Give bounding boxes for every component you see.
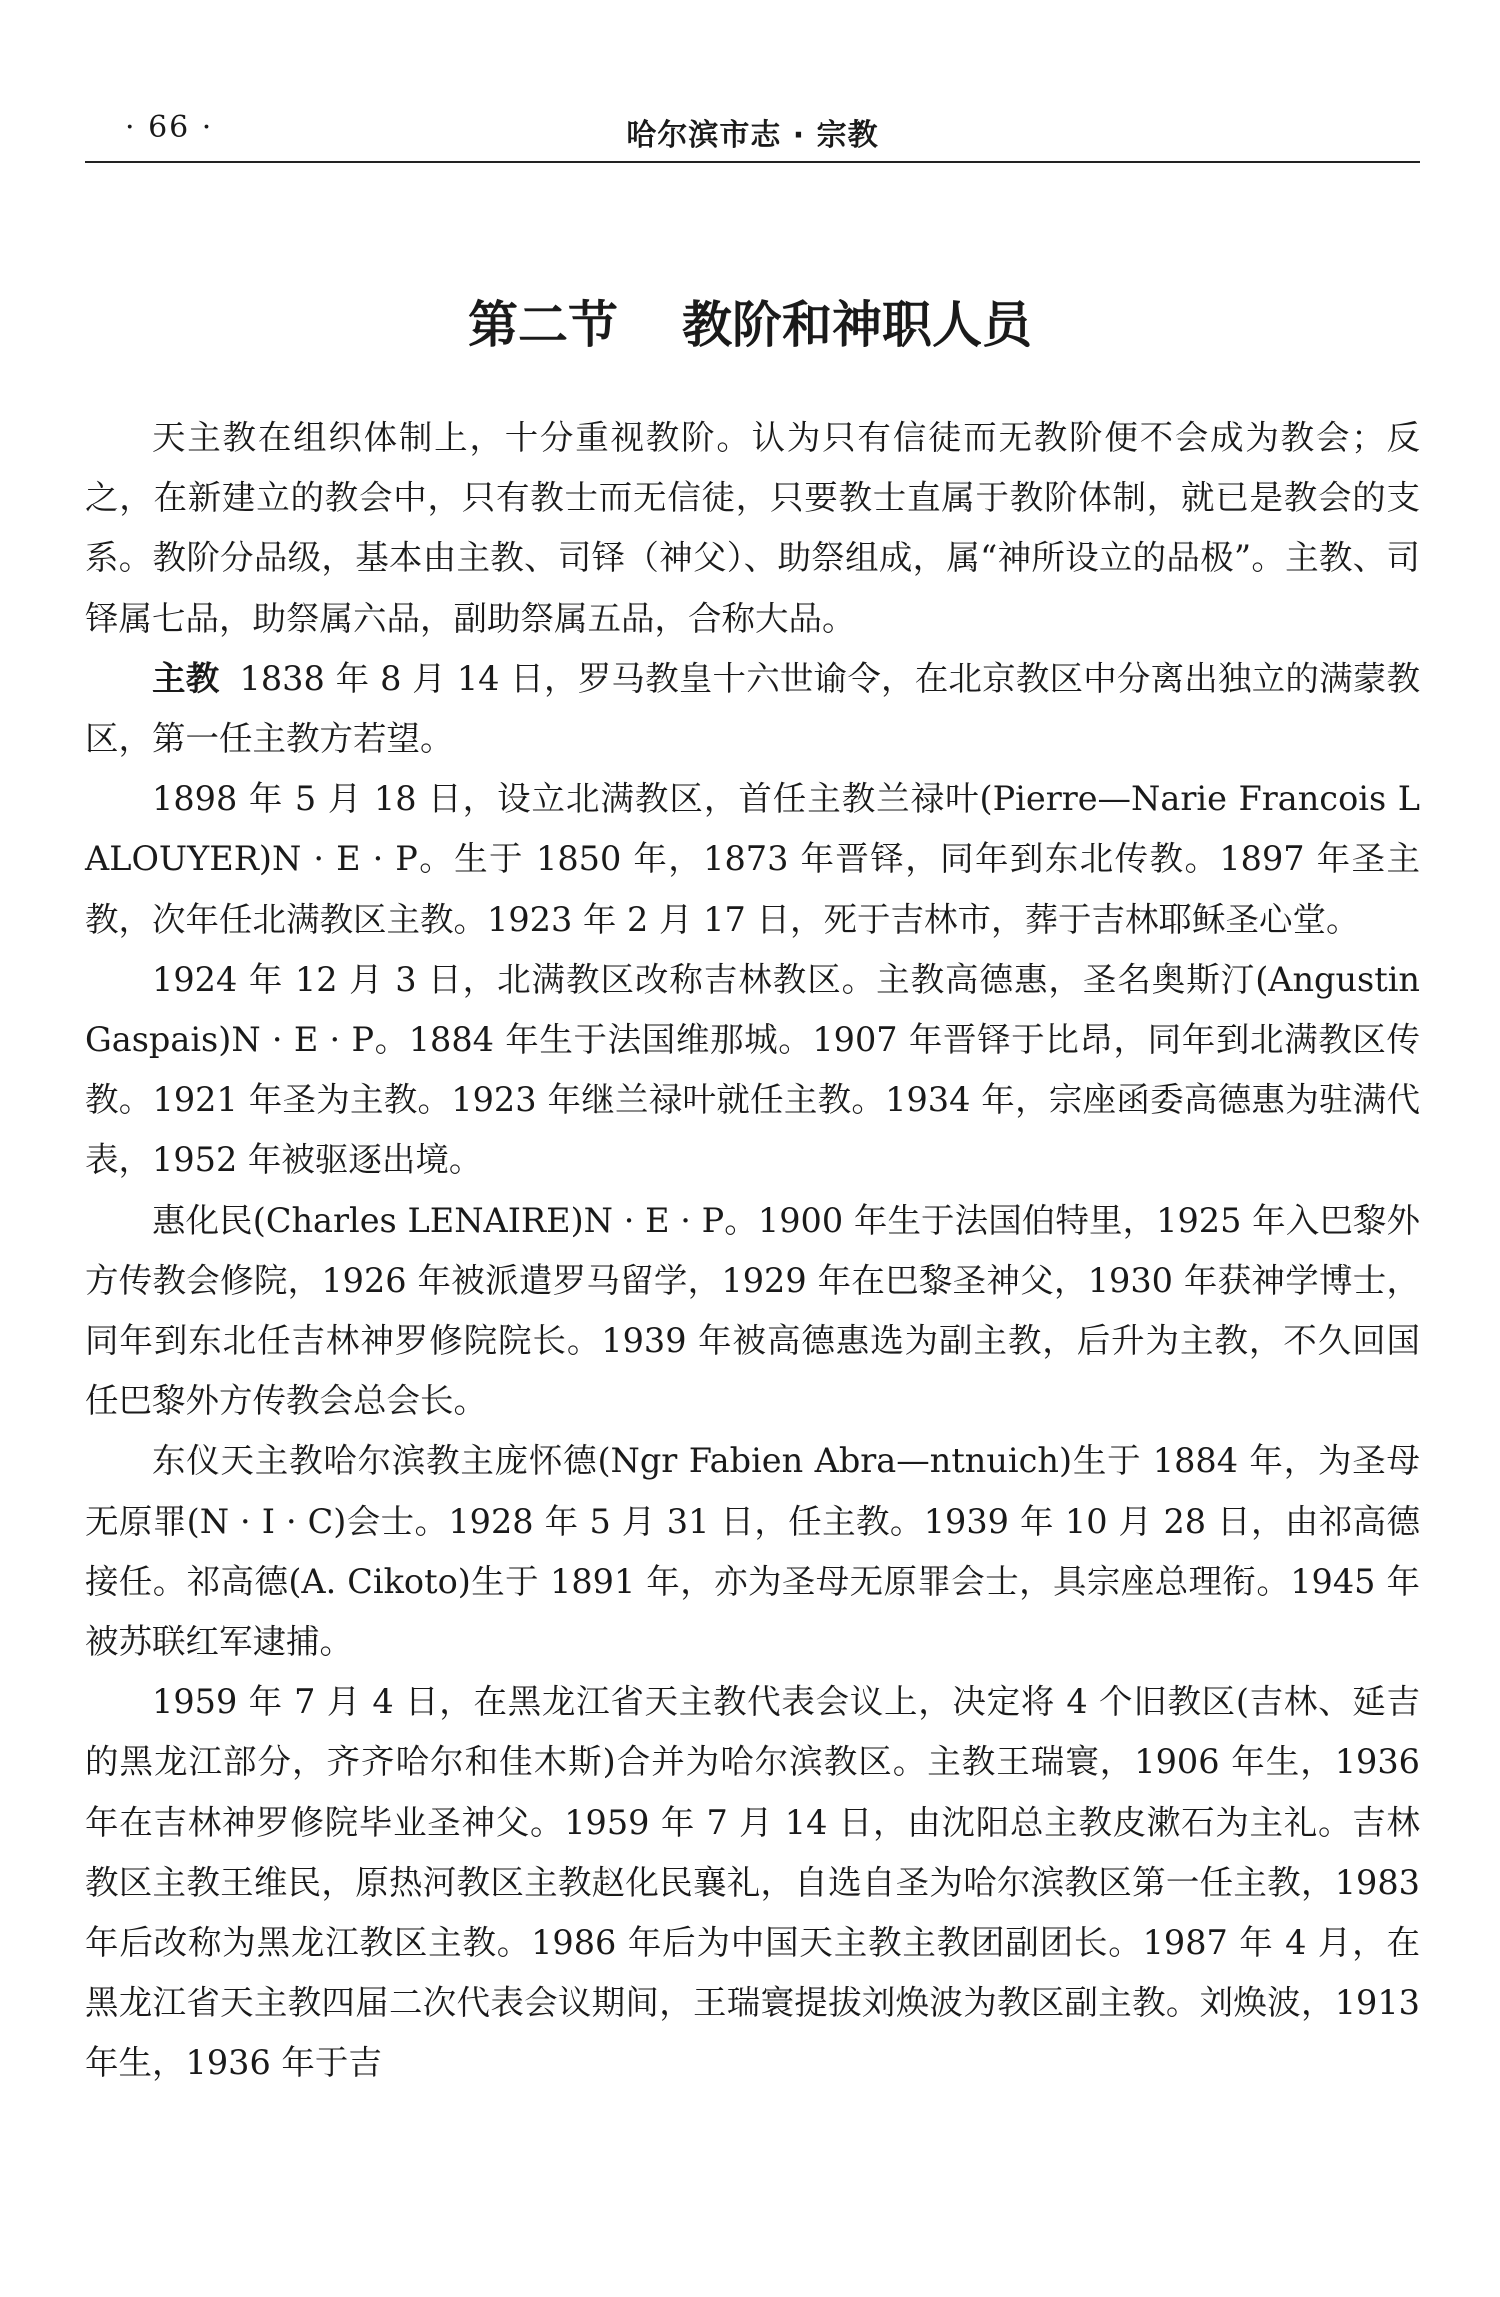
paragraph: 主教 1838 年 8 月 14 日，罗马教皇十六世谕令，在北京教区中分离出独立的满蒙教区，第一任主教方若望。 <box>85 658 1420 759</box>
paragraph: 1959 年 7 月 4 日，在黑龙江省天主教代表会议上，决定将 4 个旧教区(吉林、延吉的黑龙江部分，齐齐哈尔和佳木斯)合并为哈尔滨教区。主教王瑞寰，1906 年生，1936 年在吉林神罗修院毕业圣神父。1959 年 7 月 14 日，由沈阳总主教皮漱石为主礼。吉林教区主教王维民，原热河教区主教赵化民襄礼，自选自圣为哈尔滨教区第一任主教，1983 年后改称为黑龙江教区主教。1986 年后为中国天主教主教团副团长。1987 年 4 月，在黑龙江省天主教四届二次代表会议期间，王瑞寰提拔刘焕波为教区副主教。刘焕波，1913 年生，1936 年于吉 <box>85 1682 1420 2083</box>
paragraph-lead: 主教 <box>152 658 220 698</box>
section-heading: 教阶和神职人员 <box>682 296 1032 354</box>
section-number: 第二节 <box>468 296 618 354</box>
running-title: 哈尔滨市志 · 宗教 <box>626 118 879 153</box>
paragraph: 1924 年 12 月 3 日，北满教区改称吉林教区。主教高德惠，圣名奥斯汀(Angustin Gaspais)N · E · P。1884 年生于法国维那城。1907 年晋铎于比昂，同年到北满教区传教。1921 年圣为主教。1923 年继兰禄叶就任主教。1934 年，宗座函委高德惠为驻满代表，1952 年被驱逐出境。 <box>85 959 1420 1180</box>
paragraph: 1898 年 5 月 18 日，设立北满教区，首任主教兰禄叶(Pierre—Narie Francois LALOUYER)N · E · P。生于 1850 年，1873 年晋铎，同年到东北传教。1897 年圣主教，次年任北满教区主教。1923 年 2 月 17 日，死于吉林市，葬于吉林耶稣圣心堂。 <box>85 779 1420 939</box>
body-text <box>85 408 1420 2094</box>
page-number: · 66 · <box>125 110 214 145</box>
section-title <box>0 285 1500 357</box>
paragraph: 天主教在组织体制上，十分重视教阶。认为只有信徒而无教阶便不会成为教会；反之，在新建立的教会中，只有教士而无信徒，只要教士直属于教阶体制，就已是教会的支系。教阶分品级，基本由主教、司铎（神父）、助祭组成，属“神所设立的品极”。主教、司铎属七品，助祭属六品，副助祭属五品，合称大品。 <box>85 418 1420 638</box>
paragraph: 惠化民(Charles LENAIRE)N · E · P。1900 年生于法国伯特里，1925 年入巴黎外方传教会修院，1926 年被派遣罗马留学，1929 年在巴黎圣神父，1930 年获神学博士，同年到东北任吉林神罗修院院长。1939 年被高德惠选为副主教，后升为主教，不久回国任巴黎外方传教会总会长。 <box>85 1200 1420 1421</box>
header-rule <box>85 161 1420 163</box>
paragraph: 东仪天主教哈尔滨教主庞怀德(Ngr Fabien Abra—ntnuich)生于 1884 年，为圣母无原罪(N · I · C)会士。1928 年 5 月 31 日，任主教。1939 年 10 月 28 日，由祁高德接任。祁高德(A. Cikoto)生于 1891 年，亦为圣母无原罪会士，具宗座总理衔。1945 年被苏联红军逮捕。 <box>85 1441 1420 1662</box>
page-header <box>85 100 1420 160</box>
